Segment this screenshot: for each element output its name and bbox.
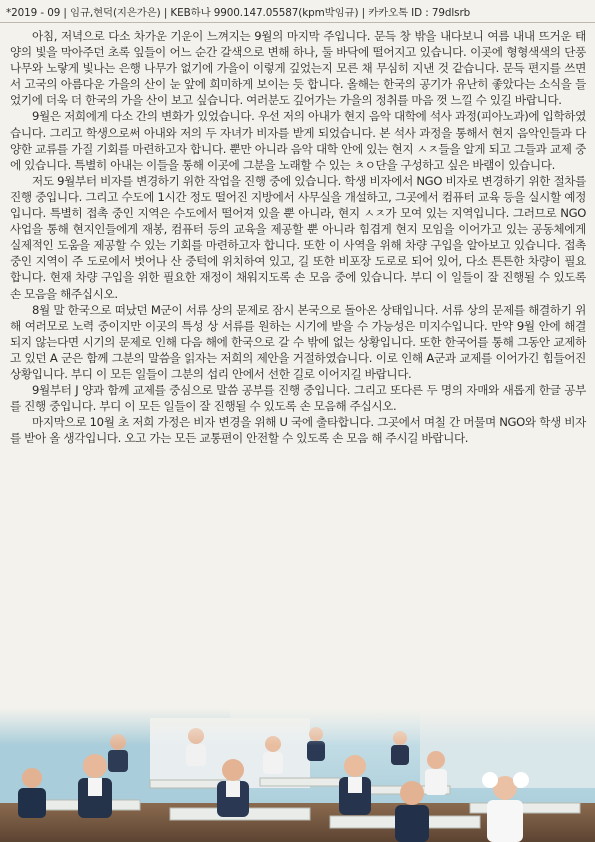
paragraph: 8월 말 한국으로 떠났던 M군이 서류 상의 문제로 잠시 본국으로 돌아온 상태입니다. 서류 상의 문제를 해결하기 위해 여러모로 노력 중이지만 이곳의 특성 상 서류를 원하는 시기에 받을 수 가능성은 미지수입니다. 만약 9월 안에 해결되지 않는다면 시기의 문제로 인해 다음 해에 한국으로 갈 수 밖에 없는 상황입니다. 또한 한국어를 통해 그동안 교제하고 있던 A 군은 함께 그분의 말씀을 읽자는 저희의 제안을 거절하였습니다. 이로 인해 A군과 교제를 이어가긴 힘들어진 상황입니다. 부디 이 모든 일들이 그분의 섭리 안에서 선한 길로 이어지길 바랍니다.	[10, 302, 586, 381]
header-bar	[0, 0, 595, 23]
paragraph: 저도 9월부터 비자를 변경하기 위한 작업을 진행 중에 있습니다. 학생 비자에서 NGO 비자로 변경하기 위한 절차를 진행 중입니다. 그리고 수도에 1시간 정도 떨어진 지방에서 사무실을 개설하고, 그곳에서 컴퓨터 교육 등을 실시할 예정입니다. 특별히 접촉 중인 지역은 수도에서 떨어져 있을 뿐 아니라, 현지 ㅅㅈ가 모여 있는 지역입니다. 그러므로 NGO 사업을 통해 현지인들에게 재봉, 컴퓨터 등의 교육을 제공할 뿐 아니라 힘겹게 현지 모임을 이어가고 있는 공동체에게 실제적인 도움을 제공할 수 있는 기회를 마련하고자 합니다. 또한 이 사역을 위해 차량 구입을 알아보고 있습니다. 접촉 중인 지역이 주 도로에서 벗어나 산 중턱에 위치하여 있고, 길 또한 비포장 도로로 되어 있어, 다소 튼튼한 차량이 필요합니다. 현재 차량 구입을 위한 필요한 재정이 채워지도록 손 모음 중에 있습니다. 부디 이 일들이 잘 진행될 수 있도록 손 모음을 해주십시오.	[10, 173, 586, 301]
header-info: *2019 - 09 | 임규,현덕(지은가은) | KEB하나 9900.147.05587(kpm박임규) | 카카오톡 ID : 79dlsrb	[6, 6, 471, 19]
paragraph: 마지막으로 10월 초 저희 가정은 비자 변경을 위해 U 국에 출타합니다. 그곳에서 며칠 간 머물며 NGO와 학생 비자를 받아 올 생각입니다. 오고 가는 모든 교통편이 안전할 수 있도록 손 모음 해 주시길 바랍니다.	[10, 415, 586, 446]
paragraph: 9월부터 J 양과 함께 교제를 중심으로 말씀 공부를 진행 중입니다. 그리고 또다른 두 명의 자매와 새롭게 한글 공부를 진행 중입니다. 부디 이 모든 일들이 잘 진행될 수 있도록 손 모음해 주십시오.	[10, 383, 586, 414]
classroom-photo	[0, 708, 595, 842]
paragraph: 9월은 저희에게 다소 간의 변화가 있었습니다. 우선 저의 아내가 현지 음악 대학에 석사 과정(피아노과)에 입학하였습니다. 그리고 학생으로써 아내와 저의 두 자녀가 비자를 받게 되었습니다. 본 석사 과정을 통해서 현지 음악인들과 다양한 교류를 가질 기회를 마련하고자 합니다. 뿐만 아니라 음악 대학 안에 있는 현지 ㅅㅈ들을 알게 되고 그들과 교제 중에 있습니다. 특별히 아내는 이들을 통해 이곳에 그분을 노래할 수 있는 ㅊㅇ단을 구성하고 싶은 바램이 있습니다.	[10, 109, 586, 172]
letter-body	[10, 28, 586, 446]
paragraph: 아침, 저녁으로 다소 차가운 기운이 느껴지는 9월의 마지막 주입니다. 문득 창 밖을 내다보니 여름 내내 뜨거운 태양의 빛을 막아주던 초록 잎들이 어느 순간 갈색으로 변해 하나, 둘 바닥에 떨어지고 있습니다. 이곳에 형형색색의 단풍 나무와 노랗게 빛나는 은행 나무가 없기에 가을이 이렇게 깊었는지 모른 채 무심히 지낸 것 같습니다. 문득 편지를 쓰면서 고국의 아름다운 가을의 산이 눈 앞에 희미하게 보이는 듯 합니다. 올해는 한국의 공기가 유난히 좋았다는 소식을 들었기에 더욱 더 한국의 가을 산이 보고 싶습니다. 여러분도 깊어가는 가을의 정취를 마음 껏 느낄 수 있길 바랍니다.	[10, 29, 586, 108]
